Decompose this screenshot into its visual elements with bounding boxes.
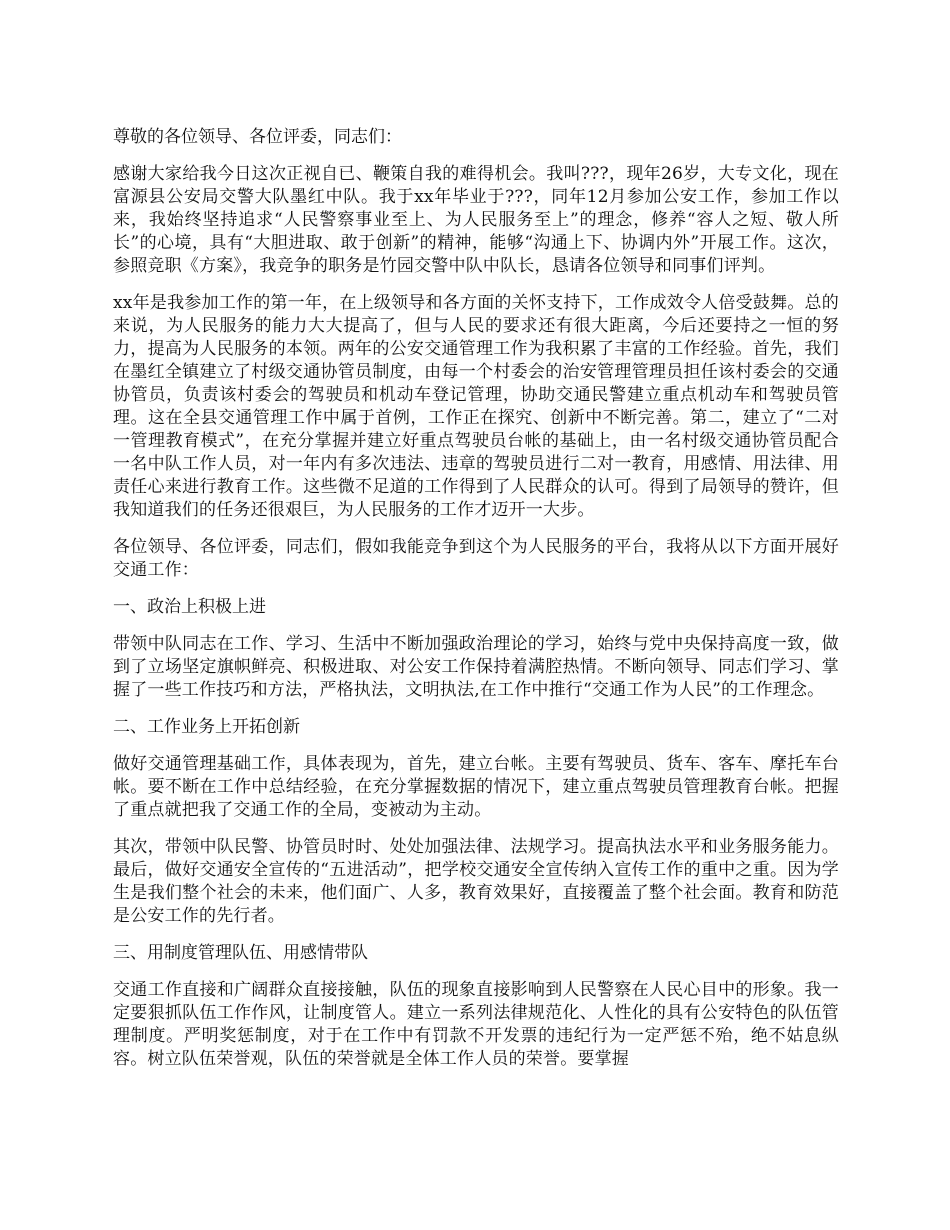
section-paragraph-politics: 带领中队同志在工作、学习、生活中不断加强政治理论的学习，始终与党中央保持高度一致，做到了立场坚定旗帜鲜亮、积极进取、对公安工作保持着满腔热情。不断向领导、同志们学习、掌握了一些工作技巧和方法，严格执法，文明执法,在工作中推行“交通工作为人民”的工作理念。	[113, 634, 839, 700]
section-paragraph-innovation-1: 做好交通管理基础工作，具体表现为，首先，建立台帐。主要有驾驶员、货车、客车、摩托车台帐。要不断在工作中总结经验，在充分掌握数据的情况下，建立重点驾驶员管理教育台帐。把握了重点就把我了交通工作的全局，变被动为主动。	[113, 754, 839, 820]
intro-paragraph: 感谢大家给我今日这次正视自已、鞭策自我的难得机会。我叫???，现年26岁，大专文化，现在富源县公安局交警大队墨红中队。我于xx年毕业于???，同年12月参加公安工作，参加工作以来，我始终坚持追求“人民警察事业至上、为人民服务至上”的理念，修养“容人之短、敬人所长”的心境，具有“大胆进取、敢于创新”的精神，能够“沟通上下、协调内外”开展工作。这次，参照竞职《方案》，我竞争的职务是竹园交警中队中队长，恳请各位领导和同事们评判。	[113, 164, 839, 276]
section-heading-politics: 一、政治上积极上进	[113, 597, 266, 617]
salutation: 尊敬的各位领导、各位评委，同志们：	[113, 127, 402, 147]
experience-paragraph: xx年是我参加工作的第一年，在上级领导和各方面的关怀支持下，工作成效令人倍受鼓舞。总的来说，为人民服务的能力大大提高了，但与人民的要求还有很大距离，今后还要持之一恒的努力，提高为人民服务的本领。两年的公安交通管理工作为我积累了丰富的工作经验。首先，我们在墨红全镇建立了村级交通协管员制度，由每一个村委会的治安管理管理员担任该村委会的交通协管员，负责该村委会的驾驶员和机动车登记管理，协助交通民警建立重点机动车和驾驶员管理。这在全县交通管理工作中属于首例，工作正在探究、创新中不断完善。第二，建立了“二对一管理教育模式”，在充分掌握并建立好重点驾驶员台帐的基础上，由一名村级交通协管员配合一名中队工作人员，对一年内有多次违法、违章的驾驶员进行二对一教育，用感情、用法律、用责任心来进行教育工作。这些微不足道的工作得到了人民群众的认可。得到了局领导的赞许，但我知道我们的任务还很艰巨，为人民服务的工作才迈开一大步。	[113, 293, 839, 520]
section-paragraph-innovation-2: 其次，带领中队民警、协管员时时、处处加强法律、法规学习。提高执法水平和业务服务能力。最后，做好交通安全宣传的“五进活动”，把学校交通安全宣传纳入宣传工作的重中之重。因为学生是我们整个社会的未来，他们面广、人多，教育效果好，直接覆盖了整个社会面。教育和防范是公安工作的先行者。	[113, 837, 839, 926]
section-heading-team: 三、用制度管理队伍、用感情带队	[113, 943, 368, 963]
document-page	[113, 126, 839, 1085]
section-paragraph-team: 交通工作直接和广阔群众直接接触，队伍的现象直接影响到人民警察在人民心目中的形象。我一定要狠抓队伍工作作风，让制度管人。建立一系列法律规范化、人性化的具有公安特色的队伍管理制度。严明奖惩制度，对于在工作中有罚款不开发票的违纪行为一定严惩不殆，绝不姑息纵容。树立队伍荣誉观，队伍的荣誉就是全体工作人员的荣誉。要掌握	[113, 980, 839, 1069]
plan-intro-paragraph: 各位领导、各位评委，同志们，假如我能竞争到这个为人民服务的平台，我将从以下方面开展好交通工作：	[113, 537, 839, 580]
section-heading-innovation: 二、工作业务上开拓创新	[113, 717, 300, 737]
